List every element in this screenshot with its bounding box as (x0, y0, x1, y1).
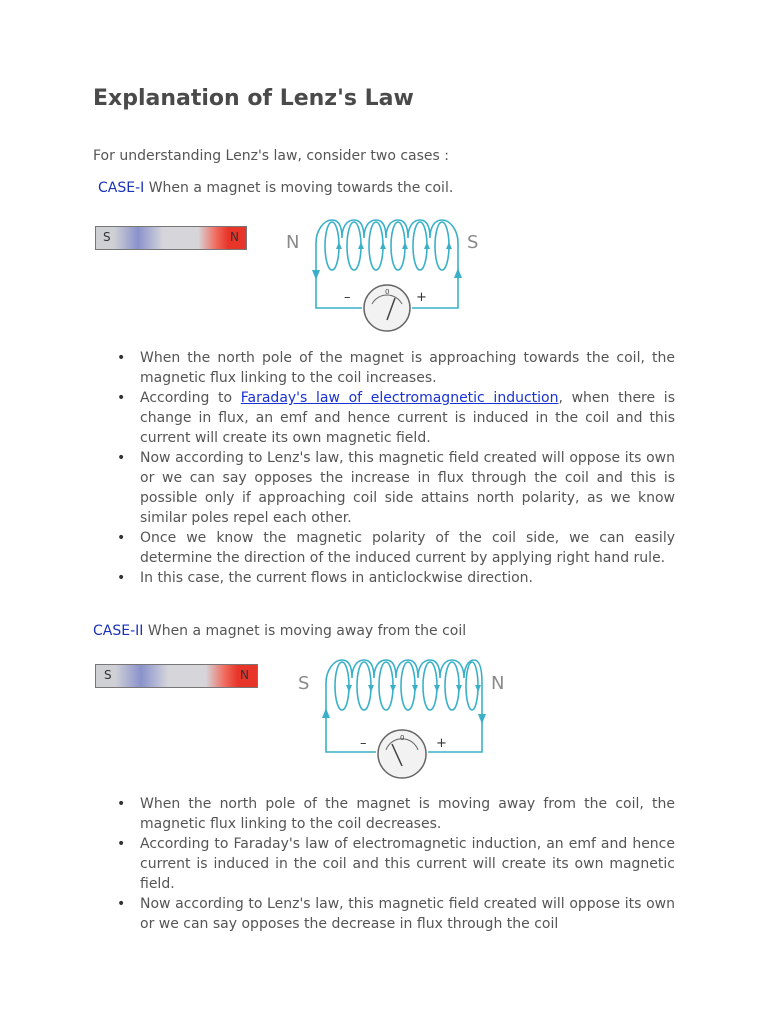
coil-right-pole-label: N (491, 673, 505, 694)
plus-terminal: + (436, 736, 447, 751)
page-title: Explanation of Lenz's Law (93, 86, 414, 111)
case1-heading (98, 180, 453, 196)
magnet-north-pole: N (240, 668, 249, 682)
list-item: • Now according to Lenz's law, this magnetic field created will oppose its own or we can say opposes the decrease in flux through the coil (140, 894, 675, 934)
minus-terminal: – (360, 736, 367, 751)
list-item: • In this case, the current flows in anticlockwise direction. (140, 568, 675, 588)
list-item: • According to Faraday's law of electromagnetic induction, an emf and hence current is induced in the coil and this current will create its own magnetic field. (140, 834, 675, 894)
bar-magnet-case1 (95, 226, 247, 250)
magnet-south-pole: S (103, 230, 111, 244)
list-item: • When the north pole of the magnet is moving away from the coil, the magnetic flux linking to the coil decreases. (140, 794, 675, 834)
case2-label: CASE-II (93, 623, 144, 639)
list-item: • Once we know the magnetic polarity of the coil side, we can easily determine the direction of the induced current by applying right hand rule. (140, 528, 675, 568)
list-item-text: According to (140, 390, 241, 406)
list-item (140, 388, 675, 448)
minus-terminal: – (344, 290, 351, 305)
coil-left-pole-label: S (298, 673, 310, 694)
coil-right-pole-label: S (467, 232, 479, 253)
galvanometer-zero: 0 (385, 288, 390, 296)
case1-label: CASE-I (98, 180, 145, 196)
list-item-text: , when there is change in flux, an emf and hence current is induced in the coil and this current will create its own magnetic field. (140, 390, 675, 446)
magnet-south-pole: S (104, 668, 112, 682)
coil-left-pole-label: N (286, 232, 300, 253)
galvanometer-zero: 0 (400, 734, 405, 742)
case1-bullet-list (93, 348, 675, 588)
faraday-law-link[interactable]: Faraday's law of electromagnetic induction (240, 390, 559, 406)
bar-magnet-case2 (95, 664, 258, 688)
case1-text: When a magnet is moving towards the coil. (144, 180, 454, 196)
intro-text: For understanding Lenz's law, consider two cases : (93, 148, 449, 164)
case2-text: When a magnet is moving away from the coil (143, 623, 467, 639)
case2-heading (93, 623, 466, 639)
list-item: • Now according to Lenz's law, this magnetic field created will oppose its own or we can say opposes the increase in flux through the coil and this is possible only if approaching coil side attains north polarity, as we know similar poles repel each other. (140, 448, 675, 528)
magnet-north-pole: N (230, 230, 239, 244)
case2-bullet-list (93, 794, 675, 934)
coil-circuit-diagram-case1 (282, 208, 492, 338)
coil-circuit-diagram-case2 (292, 648, 512, 784)
plus-terminal: + (416, 290, 427, 305)
list-item: • When the north pole of the magnet is approaching towards the coil, the magnetic flux linking to the coil increases. (140, 348, 675, 388)
